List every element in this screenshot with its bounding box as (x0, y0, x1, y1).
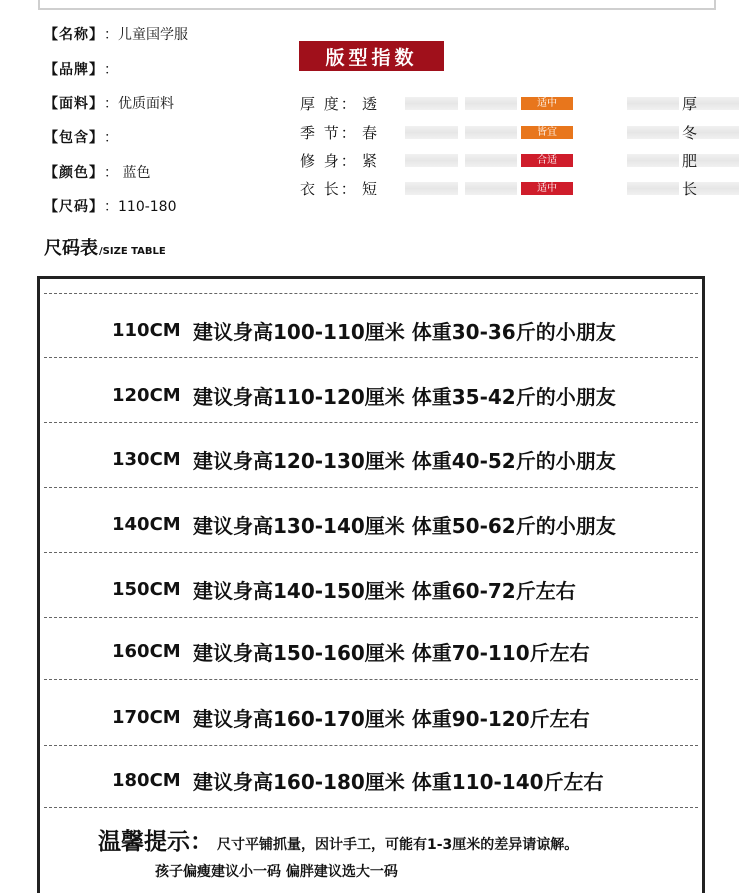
table-row (40, 697, 702, 737)
fit-bar (405, 126, 750, 139)
tip-line-2: 孩子偏瘦建议小一码 偏胖建议选大一码 (155, 864, 398, 880)
tip-line-1 (98, 823, 578, 856)
table-row (40, 375, 702, 415)
divider (44, 293, 698, 294)
size-code: 180CM (112, 769, 181, 791)
fit-right: 厚 (682, 94, 698, 113)
size-code: 120CM (112, 384, 181, 406)
fit-row-thickness (300, 93, 698, 113)
size-desc: 建议身高100-110厘米 体重30-36斤的小朋友 (193, 319, 616, 344)
table-row (40, 760, 702, 800)
info-value: ：110-180 (104, 199, 177, 215)
info-name (44, 24, 188, 44)
info-brand (44, 59, 118, 79)
divider (44, 745, 698, 746)
fit-mark: 合适 (521, 154, 573, 167)
size-code: 170CM (112, 706, 181, 728)
divider (44, 617, 698, 618)
fit-row-season (300, 122, 698, 142)
size-table-title-zh: 尺码表 (44, 238, 98, 259)
size-code: 140CM (112, 513, 181, 535)
fit-left: 春 (362, 123, 378, 142)
fit-label: 修 身： (300, 151, 358, 170)
size-desc: 建议身高160-180厘米 体重110-140斤左右 (193, 769, 604, 794)
size-code: 150CM (112, 578, 181, 600)
size-code: 130CM (112, 448, 181, 470)
size-table-title (44, 234, 166, 260)
info-value: ：儿童国学服 (104, 27, 188, 43)
table-row (40, 569, 702, 609)
table-row (40, 439, 702, 479)
fit-right: 长 (682, 179, 698, 198)
divider (44, 422, 698, 423)
size-code: 110CM (112, 319, 181, 341)
size-desc: 建议身高120-130厘米 体重40-52斤的小朋友 (193, 448, 616, 473)
divider (44, 487, 698, 488)
info-value: ： (104, 130, 118, 146)
fit-mark: 适中 (521, 182, 573, 195)
size-table (37, 276, 705, 893)
info-size (44, 196, 177, 216)
info-includes (44, 127, 118, 147)
size-desc: 建议身高130-140厘米 体重50-62斤的小朋友 (193, 513, 616, 538)
size-desc: 建议身高110-120厘米 体重35-42斤的小朋友 (193, 384, 616, 409)
fit-mark: 适中 (521, 97, 573, 110)
tip-text: 尺寸平铺抓量，因计手工，可能有1-3厘米的差异请谅解。 (217, 837, 579, 853)
size-table-title-en: /SIZE TABLE (99, 246, 166, 257)
fit-label: 厚 度： (300, 94, 358, 113)
info-value: ：优质面料 (104, 96, 174, 112)
fit-row-fit (300, 150, 698, 170)
divider (44, 807, 698, 808)
fit-mark: 皆宜 (521, 126, 573, 139)
fit-label: 衣 长： (300, 179, 358, 198)
fit-bar (405, 97, 750, 110)
fit-left: 透 (362, 94, 378, 113)
size-code: 160CM (112, 640, 181, 662)
divider (44, 552, 698, 553)
fit-bar (405, 154, 750, 167)
fit-label: 季 节： (300, 123, 358, 142)
info-value: ： (104, 62, 118, 78)
fit-index-title: 版型指数 (299, 41, 444, 71)
fit-right: 冬 (682, 123, 698, 142)
size-desc: 建议身高160-170厘米 体重90-120斤左右 (193, 706, 590, 731)
info-color (44, 162, 150, 182)
info-key: 【名称】 (44, 27, 104, 43)
info-key: 【包含】 (44, 130, 104, 146)
fit-right: 肥 (682, 151, 698, 170)
info-key: 【尺码】 (44, 199, 104, 215)
fit-bar (405, 182, 750, 195)
info-value: ： 蓝色 (104, 165, 151, 181)
info-key: 【面料】 (44, 96, 104, 112)
info-key: 【品牌】 (44, 62, 104, 78)
info-key: 【颜色】 (44, 165, 104, 181)
table-row (40, 631, 702, 671)
size-desc: 建议身高150-160厘米 体重70-110斤左右 (193, 640, 590, 665)
table-row (40, 504, 702, 544)
divider (44, 357, 698, 358)
fit-left: 短 (362, 179, 378, 198)
divider (44, 679, 698, 680)
table-row (40, 310, 702, 350)
info-fabric (44, 93, 174, 113)
size-desc: 建议身高140-150厘米 体重60-72斤左右 (193, 578, 576, 603)
fit-left: 紧 (362, 151, 378, 170)
top-frame (38, 0, 716, 10)
fit-row-length (300, 178, 698, 198)
tip-lead: 温馨提示： (98, 829, 213, 855)
